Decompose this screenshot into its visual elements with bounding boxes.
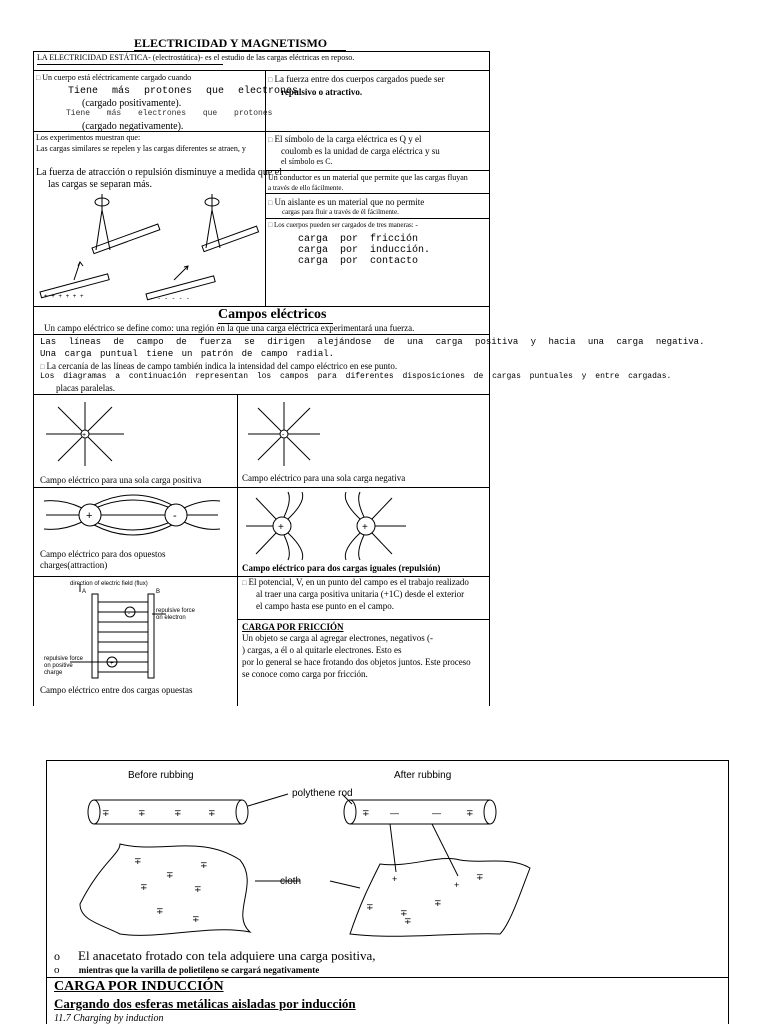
induction-subheading: Cargando dos esferas metálicas aisladas por inducción <box>54 996 356 1011</box>
svg-text:∓: ∓ <box>362 808 370 818</box>
intro-text: LA ELECTRICIDAD ESTÁTICA- (electrostática)- es el estudio de las cargas eléctricas en reposo. <box>37 53 355 62</box>
equal-charges-diagram <box>244 490 409 562</box>
friction-heading: CARGA POR FRICCIÓN <box>242 622 344 632</box>
induction-heading: CARGA POR INDUCCIÓN <box>54 979 224 994</box>
potential-text-2: al traer una carga positiva unitaria (+1C) desde el exterior <box>256 589 465 599</box>
svg-text:∓: ∓ <box>140 882 148 892</box>
svg-text:∓: ∓ <box>102 808 110 818</box>
svg-text:-: - <box>173 510 177 522</box>
svg-text:- - - - - -: - - - - - - <box>150 295 190 302</box>
svg-text:+: + <box>82 432 87 439</box>
svg-text:∓: ∓ <box>174 808 182 818</box>
force-type-text: repulsivo o atractivo. <box>281 87 363 97</box>
svg-text:∓: ∓ <box>192 914 200 924</box>
caption-positive: Campo eléctrico para una sola carga positiva <box>40 475 202 485</box>
insulator-text-2: cargas para fluir a través de él fácilmente. <box>282 208 399 216</box>
bullet-2: mientras que la varilla de polietileno se cargará negativamente <box>78 965 320 975</box>
more-electrons-text: Tiene más electrones que protones <box>66 109 273 118</box>
symbol-c-text: el símbolo es C. <box>281 157 333 166</box>
radial-text: Una carga puntual tiene un patrón de campo radial. <box>40 349 335 359</box>
method-contact: carga por contacto <box>298 256 419 267</box>
svg-text:∓: ∓ <box>208 808 216 818</box>
caption-negative: Campo eléctrico para una sola carga negativa <box>242 473 406 483</box>
diagrams-text: Los diagramas a continuación representan los campos para diferentes disposiciones de cargas puntuales y entre cargadas. <box>40 372 672 381</box>
induction-figure-caption: 11.7 Charging by induction <box>54 1013 164 1024</box>
positive-charge-diagram <box>40 398 130 470</box>
positive-text: (cargado positivamente). <box>82 98 182 109</box>
svg-text:∓: ∓ <box>404 916 412 926</box>
parallel-plates-diagram <box>40 578 235 682</box>
svg-text:∓: ∓ <box>366 902 374 912</box>
method-induction: carga por inducción. <box>298 245 431 256</box>
plate-a-label: A <box>82 589 87 595</box>
rubbing-diagram <box>60 764 720 944</box>
method-friction: carga por fricción <box>298 234 419 245</box>
opposite-charges-diagram <box>38 491 223 539</box>
svg-text:+: + <box>110 661 114 667</box>
svg-text:∓: ∓ <box>166 870 174 880</box>
caption-plates: Campo eléctrico entre dos cargas opuestas <box>40 685 193 695</box>
page-title: ELECTRICIDAD Y MAGNETISMO <box>134 36 328 50</box>
svg-text:∓: ∓ <box>194 884 202 894</box>
friction-text-1: Un objeto se carga al agregar electrones, negativos (- <box>242 633 433 643</box>
like-charges-text: Las cargas similares se repelen y las cargas diferentes se atraen, y <box>36 144 246 153</box>
svg-text:-: - <box>128 611 130 617</box>
campos-heading: Campos eléctricos <box>218 307 327 322</box>
bullet-1: El anacetato frotado con tela adquiere una carga positiva, <box>78 948 376 963</box>
caption-opposite-1: Campo eléctrico para dos opuestos <box>40 549 166 559</box>
campos-definition: Un campo eléctrico se define como: una región en la que una carga eléctrica experimentará una fuerza. <box>44 323 415 333</box>
svg-text:∓: ∓ <box>134 856 142 866</box>
separation-text: las cargas se separan más. <box>48 179 152 190</box>
experiments-text: Los experimentos muestran que: <box>36 133 141 142</box>
svg-text:+: + <box>278 522 284 533</box>
potential-text-1: El potencial, V, en un punto del campo es el trabajo realizado <box>248 577 469 587</box>
svg-text:∓: ∓ <box>138 808 146 818</box>
negative-charge-diagram <box>244 398 324 470</box>
symbol-text: El símbolo de la carga eléctrica es Q y el <box>274 134 422 144</box>
plates-text: placas paralelas. <box>56 383 115 393</box>
plates-dir-label: direction of electric field (flux) <box>70 581 148 587</box>
after-label: After rubbing <box>394 770 452 781</box>
caption-equal: Campo eléctrico para dos cargas iguales (repulsión) <box>242 563 441 573</box>
conductor-text-2: a través de ello fácilmente. <box>268 184 344 192</box>
svg-text:—: — <box>390 808 399 818</box>
caption-opposite-2: charges(attraction) <box>40 560 108 570</box>
rep1b-label: on electron <box>156 615 186 621</box>
rod-label: polythene rod <box>292 788 353 799</box>
friction-text-4: se conoce como carga por fricción. <box>242 669 368 679</box>
field-lines-text: Las líneas de campo de fuerza se dirigen alejándose de una carga positiva y hacia una carga negativa. <box>40 337 705 347</box>
svg-text:+: + <box>454 880 460 890</box>
svg-text:+: + <box>362 522 368 533</box>
svg-text:+: + <box>392 874 398 884</box>
before-label: Before rubbing <box>128 770 194 781</box>
potential-text-3: el campo hasta ese punto en el campo. <box>256 601 394 611</box>
friction-text-3: por lo general se hace frotando dos objetos juntos. Este proceso <box>242 657 471 667</box>
svg-text:∓: ∓ <box>400 908 408 918</box>
insulator-text: Un aislante es un material que no permite <box>274 197 425 207</box>
cloth-label: cloth <box>280 876 302 887</box>
friction-text-2: ) cargas, a él o al quitarle electrones. Esto es <box>242 645 402 655</box>
closeness-text: La cercanía de las líneas de campo también indica la intensidad del campo eléctrico en ese punto. <box>46 361 398 371</box>
svg-text:-: - <box>282 432 285 439</box>
rod-experiment-diagram <box>34 190 264 305</box>
rep1a-label: repulsive force <box>156 608 196 614</box>
svg-text:∓: ∓ <box>466 808 474 818</box>
negative-text: (cargado negativamente). <box>82 121 184 132</box>
force-text: La fuerza entre dos cuerpos cargados puede ser <box>274 74 445 84</box>
methods-intro: Los cuerpos pueden ser cargados de tres maneras: - <box>273 221 418 229</box>
svg-text:∓: ∓ <box>434 898 442 908</box>
plate-b-label: B <box>156 589 161 595</box>
svg-text:∓: ∓ <box>156 906 164 916</box>
svg-text:—: — <box>432 808 441 818</box>
charged-intro: Un cuerpo está eléctricamente cargado cuando <box>42 73 192 82</box>
svg-text:∓: ∓ <box>200 860 208 870</box>
rep2a-label: repulsive force <box>44 656 84 662</box>
rep2b-label: on positive <box>44 663 73 669</box>
force-decrease-text: La fuerza de atracción o repulsión disminuye a medida que el <box>36 167 283 178</box>
conductor-text: Un conductor es un material que permite que las cargas fluyan <box>268 173 468 182</box>
coulomb-text: coulomb es la unidad de carga eléctrica y su <box>281 146 440 156</box>
svg-text:+: + <box>86 510 93 522</box>
rep2c-label: charge <box>44 670 63 676</box>
svg-text:∓: ∓ <box>476 872 484 882</box>
svg-text:+ + + + + +: + + + + + + <box>44 293 84 300</box>
more-protons-text: Tiene más protones que electrones <box>68 86 299 97</box>
